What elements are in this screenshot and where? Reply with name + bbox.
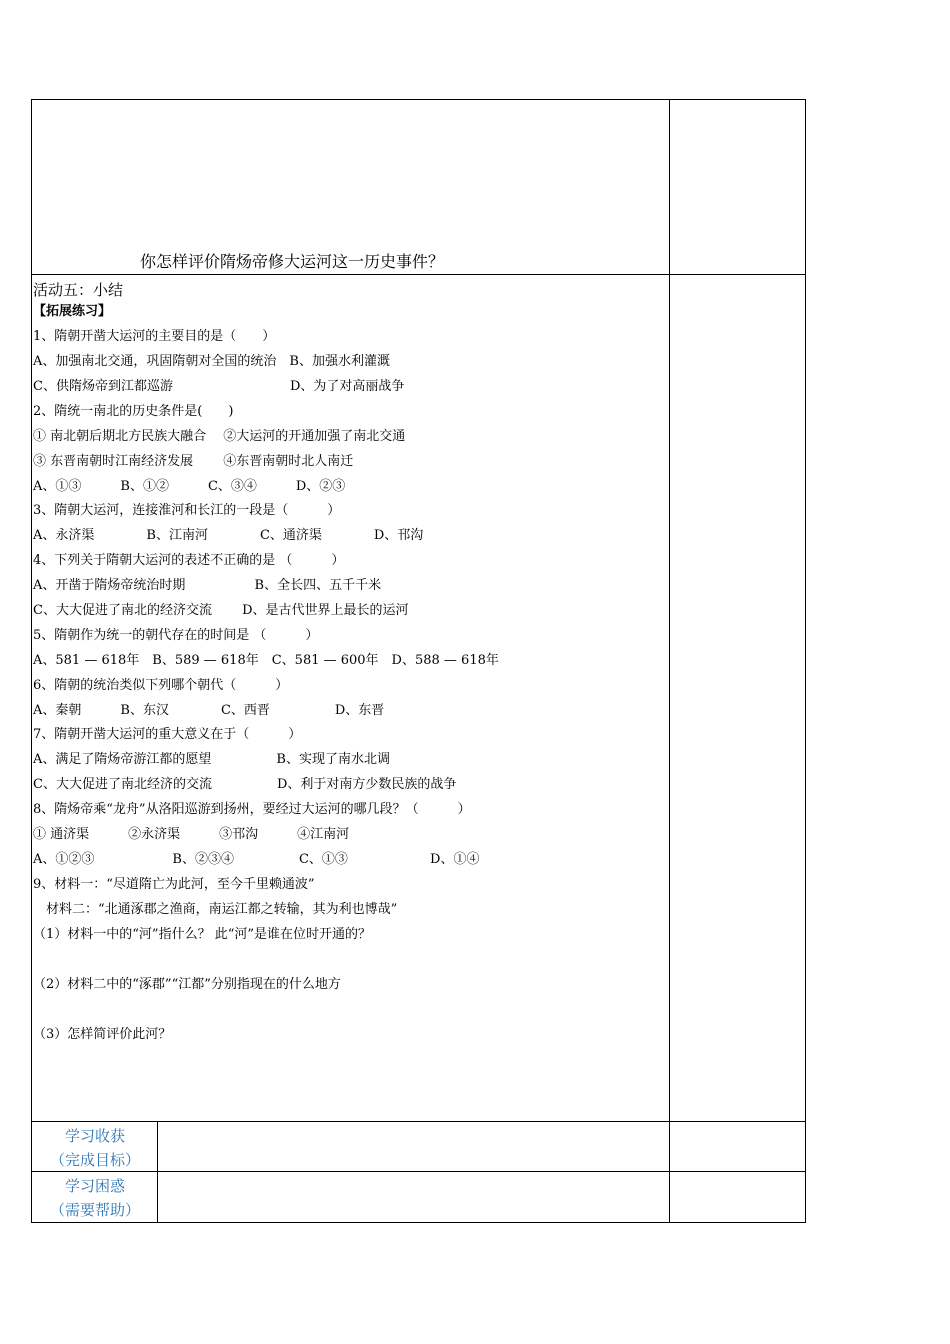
line-13: 5、隋朝作为统一的朝代存在的时间是 （ ） [33, 628, 319, 643]
right-column-divider [669, 99, 670, 1223]
line-24: 材料二：“北通涿郡之渔商，南运江都之转输，其为利也博哉” [33, 902, 398, 917]
section-title: 【拓展练习】 [33, 304, 112, 319]
confusion-sublabel: （需要帮助） [49, 1201, 140, 1219]
line-17: 7、隋朝开凿大运河的重大意义在于（ ） [33, 727, 302, 742]
line-15: 6、隋朝的统治类似下列哪个朝代（ ） [33, 678, 289, 693]
subquestion-2: （2）材料二中的“涿郡”“江都”分别指现在的什么地方 [33, 977, 341, 992]
line-2: A、加强南北交通，巩固隋朝对全国的统治 B、加强水利灌溉 [33, 354, 390, 369]
row-divider-2 [31, 1121, 806, 1122]
line-3: C、供隋炀帝到江都巡游 D、为了对高丽战争 [33, 379, 405, 394]
activity-title: 活动五：小结 [33, 281, 124, 299]
label-column-divider [157, 1121, 158, 1223]
subquestion-3: （3）怎样简评价此河？ [33, 1027, 172, 1042]
line-16: A、秦朝 B、东汉 C、西晋 D、东晋 [33, 703, 385, 718]
line-6: ③ 东晋南朝时江南经济发展 ④东晋南朝时北人南迁 [33, 454, 354, 469]
line-12: C、大大促进了南北的经济交流 D、是古代世界上最长的运河 [33, 603, 409, 618]
line-10: 4、下列关于隋朝大运河的表述不正确的是 （ ） [33, 553, 345, 568]
line-18: A、满足了隋炀帝游江都的愿望 B、实现了南水北调 [33, 752, 390, 767]
line-19: C、大大促进了南北经济的交流 D、利于对南方少数民族的战争 [33, 777, 457, 792]
line-11: A、开凿于隋炀帝统治时期 B、全长四、五千千米 [33, 578, 382, 593]
line-1: 1、隋朝开凿大运河的主要目的是（ ） [33, 329, 276, 344]
subquestion-1: （1）材料一中的“河”指什么？ 此“河”是谁在位时开通的？ [33, 927, 371, 942]
confusion-label: 学习困惑 [64, 1177, 125, 1195]
line-14: A、581 — 618年 B、589 — 618年 C、581 — 600年 D、588 — 618年 [33, 653, 499, 668]
harvest-label: 学习收获 [64, 1127, 125, 1145]
harvest-sublabel: （完成目标） [49, 1151, 140, 1169]
line-8: 3、隋朝大运河，连接淮河和长江的一段是（ ） [33, 503, 341, 518]
line-9: A、永济渠 B、江南河 C、通济渠 D、邗沟 [33, 528, 424, 543]
top-question: 你怎样评价隋炀帝修大运河这一历史事件？ [140, 252, 445, 271]
line-23: 9、材料一：“尽道隋亡为此河，至今千里赖通波” [33, 877, 315, 892]
line-22: A、①②③ B、②③④ C、①③ D、①④ [33, 852, 480, 867]
line-4: 2、隋统一南北的历史条件是( ) [33, 404, 234, 419]
row-divider-3 [31, 1171, 806, 1172]
row-divider-1 [31, 274, 806, 275]
line-20: 8、隋炀帝乘“龙舟”从洛阳巡游到扬州，要经过大运河的哪几段？（ ） [33, 802, 471, 817]
line-5: ① 南北朝后期北方民族大融合 ②大运河的开通加强了南北交通 [33, 429, 406, 444]
line-7: A、①③ B、①② C、③④ D、②③ [33, 479, 346, 494]
line-21: ① 通济渠 ②永济渠 ③邗沟 ④江南河 [33, 827, 350, 842]
